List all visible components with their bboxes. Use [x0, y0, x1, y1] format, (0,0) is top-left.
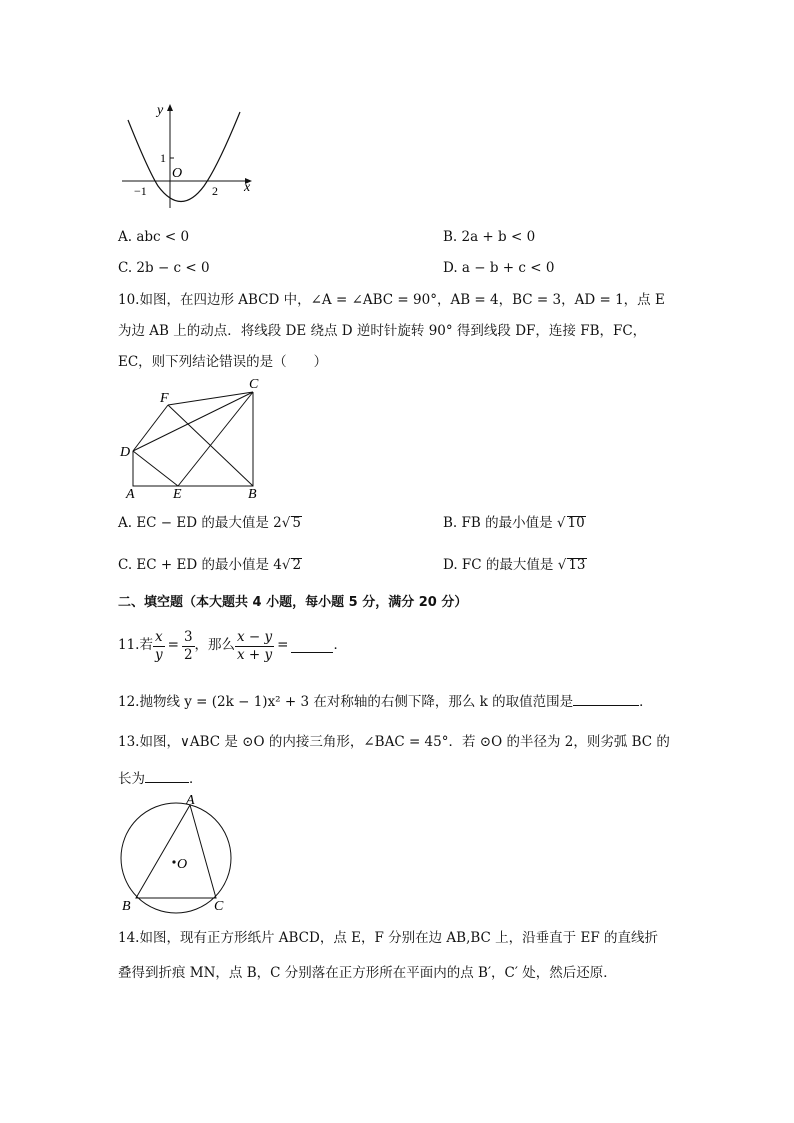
q10-line3: EC，则下列结论错误的是（ ）	[118, 354, 328, 370]
q9-option-d: D. a − b + c < 0	[443, 260, 555, 276]
point-e-label: E	[173, 487, 182, 500]
q11-answer-blank	[291, 640, 333, 653]
point-b-label: B	[248, 487, 257, 500]
q10-line1: 10.如图，在四边形 ABCD 中，∠A = ∠ABC = 90°，AB = 4，BC = 3，AD = 1，点 E	[118, 292, 665, 308]
parabola-graph	[118, 100, 258, 212]
tick-y1-label: 1	[160, 151, 166, 165]
circle-figure	[114, 792, 246, 914]
q13-line1: 13.如图，∨ABC 是 ⊙O 的内接三角形，∠BAC = 45°．若 ⊙O 的半径为 2，则劣弧 BC 的	[118, 734, 670, 750]
segment-ec	[178, 392, 253, 486]
point-d-label: D	[120, 445, 131, 460]
q11-line: 11.若 $\frac{x}{y}$ = $\frac{3}{2}$ ，那么 $\frac{x - y}{x + y}$ = ．	[118, 628, 347, 663]
point-a-label: A	[186, 793, 195, 808]
quadrilateral-figure	[114, 374, 274, 500]
q9-option-a: A. abc < 0	[118, 229, 190, 245]
origin-label: O	[172, 166, 183, 181]
circle-o	[121, 803, 231, 913]
q14-line1: 14.如图，现有正方形纸片 ABCD，点 E，F 分别在边 AB,BC 上，沿垂直于 EF 的直线折	[118, 930, 658, 946]
tick-xm1-label: −1	[134, 184, 147, 198]
point-f-label: F	[160, 391, 169, 406]
q9-option-b: B. 2a + b < 0	[443, 229, 536, 245]
axis-x-label: x	[244, 180, 251, 195]
q10-line2: 为边 AB 上的动点．将线段 DE 绕点 D 逆时针旋转 90° 得到线段 DF，连接 FB，FC，	[118, 323, 647, 339]
q12-answer-blank	[573, 693, 639, 706]
point-b-label: B	[122, 899, 131, 914]
section2-heading: 二、填空题（本大题共 4 小题，每小题 5 分，满分 20 分）	[118, 595, 468, 610]
segment-df	[133, 405, 168, 451]
point-c-label: C	[214, 899, 224, 914]
q14-line2: 叠得到折痕 MN，点 B，C 分别落在正方形所在平面内的点 B′，C′ 处，然后还原．	[118, 965, 617, 981]
quad-outline	[133, 392, 253, 486]
axis-y-label: y	[157, 103, 164, 118]
center-point	[172, 860, 175, 863]
triangle-abc	[136, 805, 216, 898]
q13-answer-blank	[145, 770, 189, 783]
q10-option-d: D. FC 的最大值是 √ 13	[443, 557, 586, 573]
q9-option-c: C. 2b − c < 0	[118, 260, 210, 276]
y-axis-arrow	[167, 104, 173, 111]
q10-option-b: B. FB 的最小值是 √ 10	[443, 515, 585, 531]
point-o-label: O	[177, 857, 188, 872]
point-c-label: C	[249, 377, 259, 392]
q10-option-a: A. EC − ED 的最大值是 2√ 5	[118, 515, 301, 531]
point-a-label: A	[126, 487, 135, 500]
q12-line: 12.抛物线 y = (2k − 1)x² + 3 在对称轴的右侧下降，那么 k 的取值范围是 ．	[118, 694, 653, 710]
q13-line2: 长为 ．	[118, 771, 203, 787]
q10-option-c: C. EC + ED 的最小值是 4√ 2	[118, 557, 302, 573]
segment-de	[133, 451, 178, 486]
tick-x2-label: 2	[212, 184, 218, 198]
